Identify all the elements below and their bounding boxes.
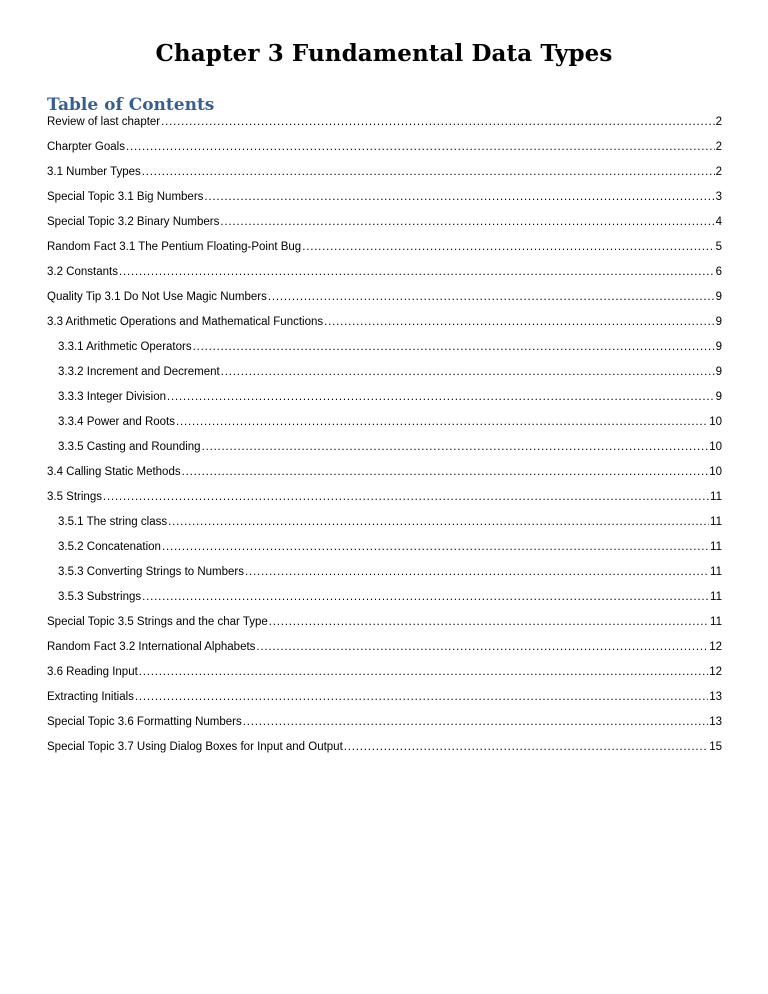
toc-leader-dots [268, 291, 715, 303]
toc-entry[interactable] [58, 391, 722, 409]
toc-entry-page: 12 [709, 641, 722, 653]
toc-leader-dots [193, 341, 715, 353]
toc-entry-label: Special Topic 3.2 Binary Numbers [47, 216, 220, 228]
toc-leader-dots [142, 591, 709, 603]
toc-entry[interactable] [47, 691, 722, 709]
toc-entry-page: 2 [715, 141, 722, 153]
toc-entry[interactable] [58, 341, 722, 359]
toc-entry-page: 9 [715, 341, 722, 353]
toc-entry-label: Review of last chapter [47, 116, 161, 128]
toc-entry[interactable] [47, 291, 722, 309]
toc-heading: Table of Contents [47, 95, 215, 115]
toc-entry-page: 13 [709, 716, 722, 728]
toc-entry-page: 5 [715, 241, 722, 253]
toc-entry-page: 11 [710, 541, 722, 553]
toc-entry-page: 10 [709, 416, 722, 428]
toc-leader-dots [119, 266, 715, 278]
toc-entry-page: 2 [715, 116, 722, 128]
toc-leader-dots [202, 441, 709, 453]
toc-entry-page: 11 [710, 491, 722, 503]
toc-entry[interactable] [47, 166, 722, 184]
toc-entry-label: 3.5.1 The string class [58, 516, 168, 528]
toc-entry-label: 3.5.3 Converting Strings to Numbers [58, 566, 245, 578]
toc-entry-page: 11 [710, 566, 722, 578]
toc-entry[interactable] [58, 566, 722, 584]
toc-entry[interactable] [47, 666, 722, 684]
document-title: Chapter 3 Fundamental Data Types [155, 40, 613, 67]
toc-entry-page: 10 [709, 466, 722, 478]
toc-entry-label: 3.3 Arithmetic Operations and Mathematical Functions [47, 316, 324, 328]
toc-leader-dots [220, 216, 714, 228]
toc-leader-dots [324, 316, 714, 328]
toc-entry[interactable] [47, 491, 722, 509]
toc-leader-dots [162, 541, 709, 553]
toc-entry[interactable] [47, 741, 722, 759]
toc-entry-label: 3.5.2 Concatenation [58, 541, 161, 553]
toc-entry-label: 3.3.3 Integer Division [58, 391, 167, 403]
toc-entry-page: 11 [710, 516, 722, 528]
toc-entry-label: Special Topic 3.1 Big Numbers [47, 191, 204, 203]
toc-leader-dots [204, 191, 714, 203]
toc-leader-dots [139, 666, 708, 678]
toc-entry-page: 9 [715, 291, 722, 303]
toc-entry-label: 3.3.4 Power and Roots [58, 416, 175, 428]
toc-entry-page: 9 [715, 316, 722, 328]
toc-entry[interactable] [47, 141, 722, 159]
toc-leader-dots [344, 741, 708, 753]
toc-leader-dots [167, 391, 715, 403]
toc-entry[interactable] [47, 316, 722, 334]
toc-entry-page: 3 [715, 191, 722, 203]
toc-entry-page: 10 [709, 441, 722, 453]
toc-entry-label: Quality Tip 3.1 Do Not Use Magic Numbers [47, 291, 267, 303]
toc-entry[interactable] [58, 441, 722, 459]
toc-entry[interactable] [47, 216, 722, 234]
toc-leader-dots [302, 241, 714, 253]
toc-entry-page: 6 [715, 266, 722, 278]
toc-entry-page: 12 [709, 666, 722, 678]
toc-entry[interactable] [58, 541, 722, 559]
toc-entry-label: 3.3.5 Casting and Rounding [58, 441, 201, 453]
toc-leader-dots [135, 691, 708, 703]
toc-entry-page: 4 [715, 216, 722, 228]
toc-entry-label: Special Topic 3.5 Strings and the char Type [47, 616, 268, 628]
toc-entry-page: 13 [709, 691, 722, 703]
toc-entry-label: 3.3.2 Increment and Decrement [58, 366, 220, 378]
toc-entry[interactable] [47, 616, 722, 634]
toc-leader-dots [221, 366, 715, 378]
toc-entry[interactable] [47, 116, 722, 134]
toc-entry-label: 3.5 Strings [47, 491, 102, 503]
toc-leader-dots [103, 491, 709, 503]
toc-entry-label: 3.2 Constants [47, 266, 118, 278]
toc-entry[interactable] [47, 466, 722, 484]
toc-entry-label: 3.4 Calling Static Methods [47, 466, 181, 478]
toc-leader-dots [182, 466, 709, 478]
toc-leader-dots [176, 416, 708, 428]
toc-entry-label: Random Fact 3.1 The Pentium Floating-Point Bug [47, 241, 302, 253]
toc-entry-page: 2 [715, 166, 722, 178]
toc-entry[interactable] [47, 191, 722, 209]
toc-entry[interactable] [47, 641, 722, 659]
toc-entry-page: 11 [710, 591, 722, 603]
toc-entry-label: 3.5.3 Substrings [58, 591, 142, 603]
toc-leader-dots [126, 141, 715, 153]
toc-entry-page: 15 [709, 741, 722, 753]
toc-entry-label: Extracting Initials [47, 691, 134, 703]
toc-leader-dots [245, 566, 709, 578]
toc-leader-dots [256, 641, 708, 653]
toc-entry[interactable] [47, 266, 722, 284]
toc-entry[interactable] [58, 366, 722, 384]
toc-entry-label: 3.1 Number Types [47, 166, 141, 178]
toc-entry-page: 9 [715, 366, 722, 378]
toc-leader-dots [168, 516, 709, 528]
toc-entry[interactable] [58, 416, 722, 434]
toc-entry-label: Special Topic 3.7 Using Dialog Boxes for Input and Output [47, 741, 343, 753]
toc-leader-dots [269, 616, 709, 628]
toc-leader-dots [243, 716, 708, 728]
toc-entry[interactable] [47, 716, 722, 734]
toc-entry-label: Special Topic 3.6 Formatting Numbers [47, 716, 242, 728]
toc-leader-dots [142, 166, 715, 178]
toc-entry-page: 11 [710, 616, 722, 628]
toc-entry-label: 3.3.1 Arithmetic Operators [58, 341, 192, 353]
toc-entry-label: 3.6 Reading Input [47, 666, 138, 678]
toc-entry[interactable] [58, 516, 722, 534]
toc-entry-label: Random Fact 3.2 International Alphabets [47, 641, 256, 653]
toc-entry[interactable] [58, 591, 722, 609]
toc-entry-label: Charpter Goals [47, 141, 125, 153]
toc-entry-page: 9 [715, 391, 722, 403]
toc-leader-dots [161, 116, 714, 128]
toc-entry[interactable] [47, 241, 722, 259]
